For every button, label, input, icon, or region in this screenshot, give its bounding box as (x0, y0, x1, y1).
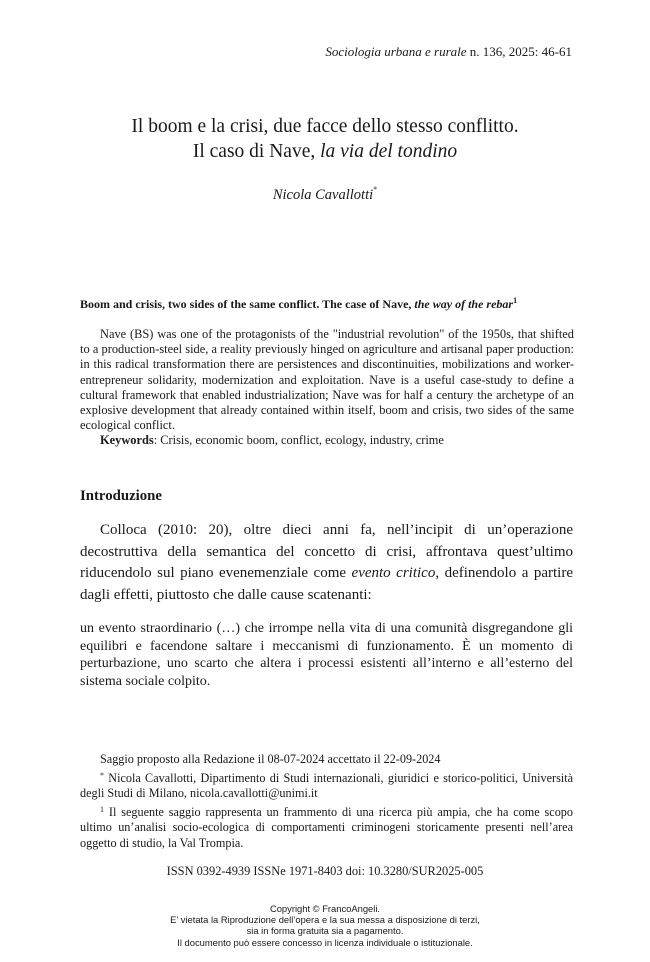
intro-paragraph-text (80, 520, 573, 606)
author-text: Nicola Cavallotti (272, 187, 374, 203)
footnote-1-text: Il seguente saggio rappresenta un frammento di una ricerca più ampia, che ha come scopo ultimo un’analisi socio-ecologica di comportamenti criminogeni storicamente presenti nell’area oggetto di studio, la Val Trompia. (80, 804, 573, 850)
english-title-note-mark: 1 (513, 296, 518, 305)
footnote-1 (80, 802, 573, 852)
abstract-text: Nave (BS) was one of the protagonists of the "industrial revolution" of the 1950s, that shifted to a production-steel side, a reality previously hinged on agriculture and artisanal paper production: in this radical transformation there are persistences and discontinuities, mobilizations and worker-entrepreneur solidarity, modernization and exploitation. Nave is a useful case-study to define a cultural framework that enabled industrialization; Nave was for half a century the archetype of an explosive development that already contained within itself, boom and crisis, two sides of the same ecological conflict. (80, 327, 574, 433)
journal-header (325, 44, 572, 60)
footnotes (80, 752, 573, 852)
intro-text-before: Colloca (2010: 20), oltre dieci anni fa, nell’incipit di un’operazione decostruttiva della semantica del concetto di crisi, affrontava quest’ultimo riducendolo sul piano evenemenziale come (80, 522, 573, 581)
copyright-line-3: sia in forma gratuita sia a pagamento. (246, 925, 404, 937)
journal-issue: n. 136, 2025: 46-61 (469, 44, 572, 59)
block-quote: un evento straordinario (…) che irrompe nella vita di una comunità disgregandone gli equilibri e facendone saltare i meccanismi di funzionamento. È un momento di perturbazione, uno scarto che altera i processi esistenti all’interno e all’esterno del sistema sociale colpito. (80, 621, 573, 689)
intro-text-after: , definendolo a partire dagli effetti, piuttosto che dalle cause scatenanti: (80, 565, 573, 603)
abstract-block (80, 327, 574, 449)
title-line-2-italic: la via del tondino (320, 141, 458, 162)
english-title-italic: the way of the rebar (414, 297, 514, 311)
footnote-1-mark: 1 (100, 804, 104, 814)
section-heading: Introduzione (80, 488, 162, 504)
keywords-line (80, 433, 574, 448)
submission-note: Saggio proposto alla Redazione il 08-07-2024 accettato il 22-09-2024 (100, 752, 441, 766)
copyright-line-4: Il documento può essere concesso in licenza individuale o istituzionale. (177, 936, 473, 948)
issn-doi-line: ISSN 0392-4939 ISSNe 1971-8403 doi: 10.3280/SUR2025-005 (166, 864, 484, 878)
english-title-plain: Boom and crisis, two sides of the same conflict. The case of Nave, (80, 297, 415, 311)
article-title (0, 114, 650, 164)
author-note-text: Nicola Cavallotti, Dipartimento di Studi internazionali, giuridici e storico-politici, Università degli Studi di Milano, nicola.cavallotti@unimi.it (80, 770, 573, 801)
title-line-2 (0, 139, 650, 164)
author-name (0, 185, 650, 204)
intro-paragraph (80, 520, 573, 606)
copyright-notice (0, 903, 650, 948)
journal-name: Sociologia urbana e rurale (325, 44, 467, 59)
author-note-mark: * (100, 770, 104, 780)
intro-text-italic: evento critico (351, 565, 436, 581)
title-line-2-prefix: Il caso di Nave, (192, 141, 321, 162)
keywords-label: Keywords (100, 433, 154, 448)
keywords-list: : Crisis, economic boom, conflict, ecology, industry, crime (153, 433, 444, 448)
title-line-1: Il boom e la crisi, due facce dello stesso conflitto. (131, 116, 519, 137)
copyright-line-2: E’ vietata la Riproduzione dell’opera e la sua messa a disposizione di terzi, (170, 914, 480, 926)
author-footnote-mark: * (373, 185, 378, 194)
author-affiliation-note (80, 768, 573, 802)
english-title (80, 296, 580, 312)
copyright-line-1: Copyright © FrancoAngeli. (269, 903, 381, 914)
